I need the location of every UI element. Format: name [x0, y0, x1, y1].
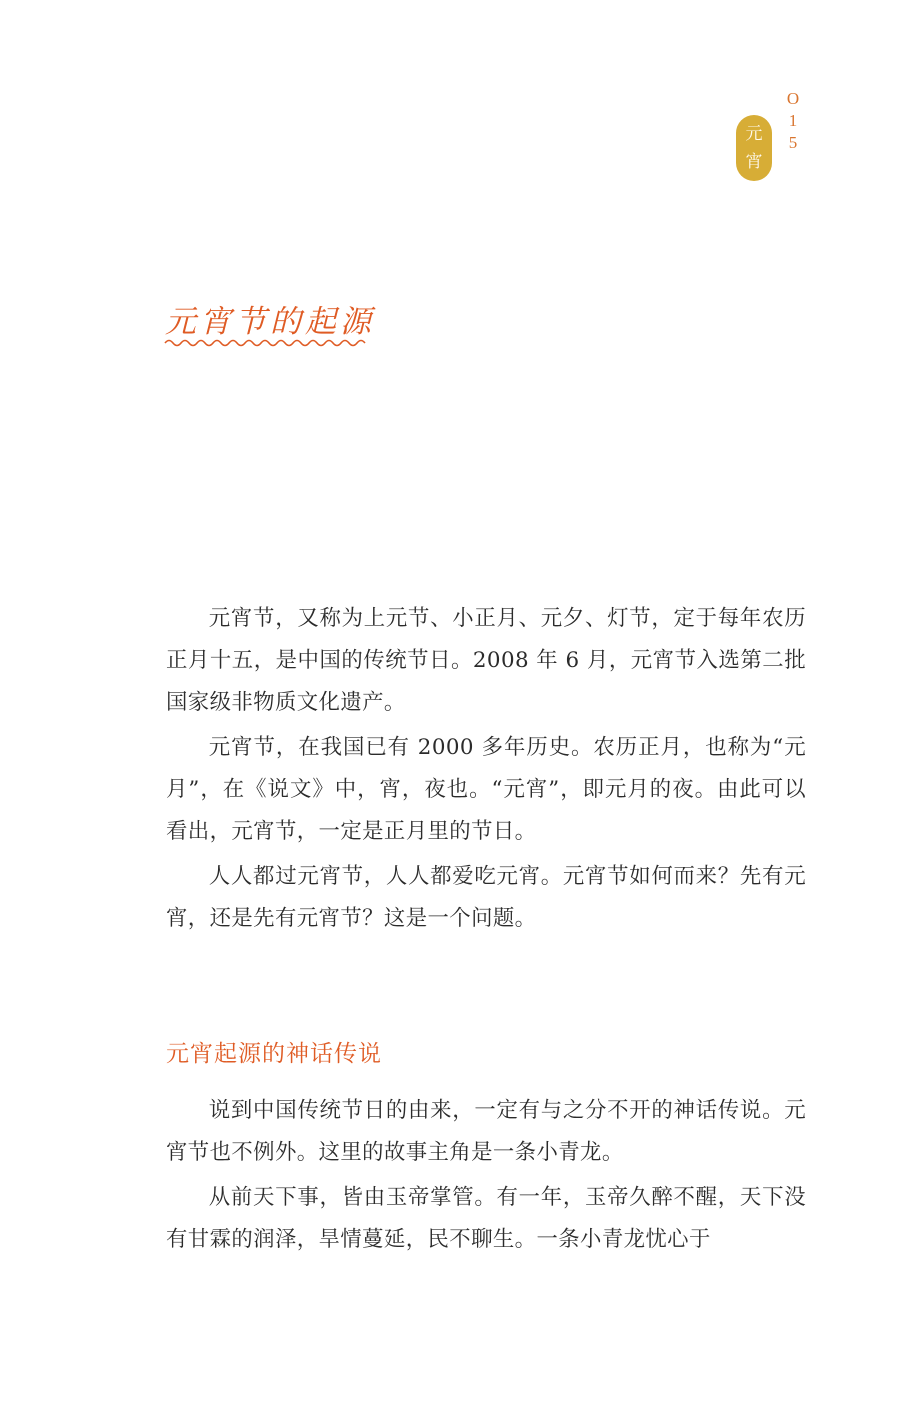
badge-char: 元: [745, 124, 763, 144]
paragraph: 元宵节，又称为上元节、小正月、元夕、灯节，定于每年农历正月十五，是中国的传统节日。2008 年 6 月，元宵节入选第二批国家级非物质文化遗产。: [166, 606, 806, 715]
page-number-digit: 1: [788, 111, 798, 130]
title-wave-underline: [163, 337, 368, 349]
intro-text: [166, 598, 806, 943]
paragraph: 从前天下事，皆由玉帝掌管。有一年，玉帝久醉不醒，天下没有甘霖的润泽，旱情蔓延，民不聊生。一条小青龙忧心于: [166, 1185, 806, 1252]
section-heading: 元宵起源的神话传说: [166, 1041, 382, 1067]
badge-char: 宵: [745, 152, 763, 172]
paragraph: 元宵节，在我国已有 2000 多年历史。农历正月，也称为“元月”，在《说文》中，宵，夜也。“元宵”，即元月的夜。由此可以看出，元宵节，一定是正月里的节日。: [166, 735, 806, 844]
section-text: [166, 1090, 806, 1264]
chapter-title: 元宵节的起源: [165, 304, 375, 340]
page-number: [782, 88, 804, 154]
paragraph: 说到中国传统节日的由来，一定有与之分不开的神话传说。元宵节也不例外。这里的故事主角是一条小青龙。: [166, 1098, 806, 1165]
page-number-digit: 5: [788, 133, 798, 152]
paragraph: 人人都过元宵节，人人都爱吃元宵。元宵节如何而来？先有元宵，还是先有元宵节？这是一个问题。: [166, 864, 806, 931]
chapter-badge: [736, 115, 772, 181]
page-number-circle: O: [786, 89, 800, 108]
